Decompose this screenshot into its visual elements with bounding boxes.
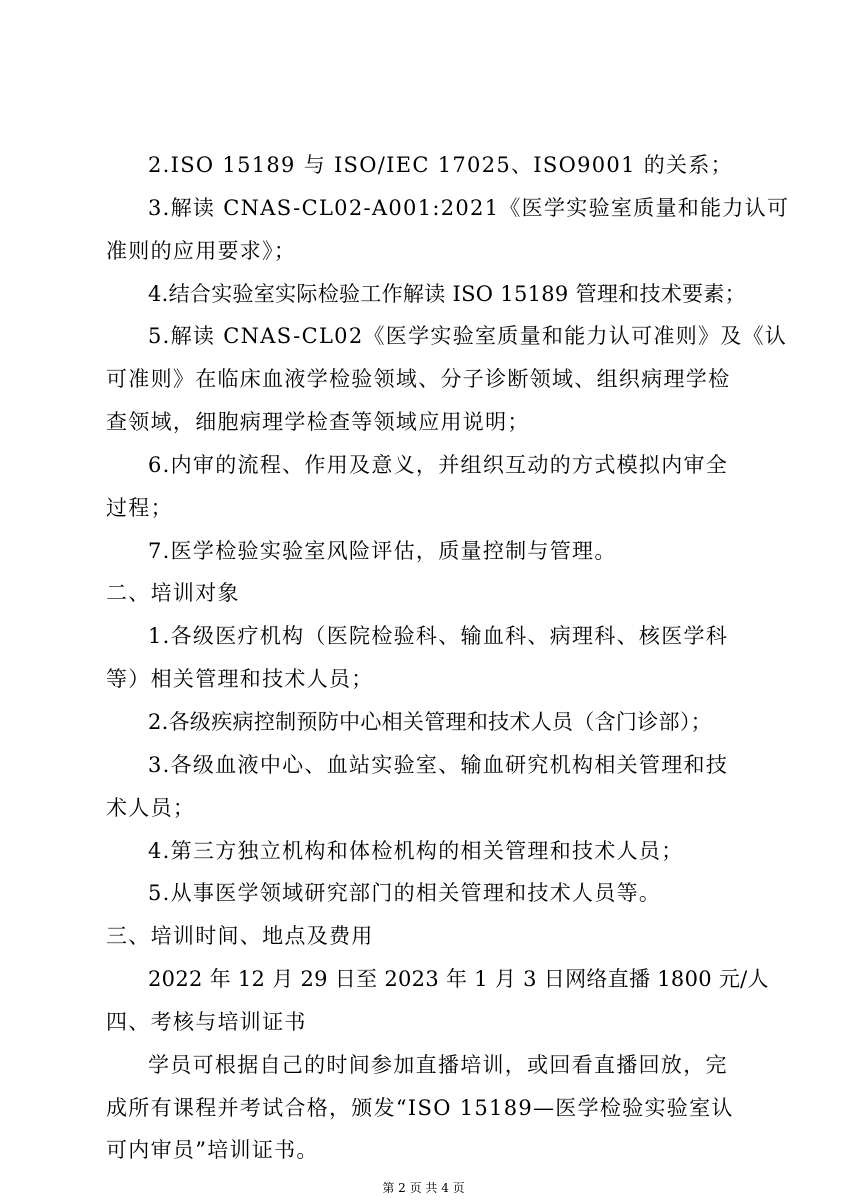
text-line-target-2: 2.各级疾病控制预防中心相关管理和技术人员（含门诊部）； xyxy=(148,710,712,734)
text-line-item-6: 6.内审的流程、作用及意义，并组织互动的方式模拟内审全 xyxy=(148,453,729,477)
text-line-item-5-cont2: 查领域，细胞病理学检查等领域应用说明； xyxy=(106,410,530,434)
page-footer: 第 2 页 共 4 页 xyxy=(382,1181,465,1195)
text-line-item-3: 3.解读 CNAS-CL02-A001:2021《医学实验室质量和能力认可 xyxy=(148,196,790,220)
section-heading-2: 二、培训对象 xyxy=(106,581,240,605)
text-line-target-3-cont: 术人员； xyxy=(106,796,196,820)
text-line-item-6-cont: 过程； xyxy=(106,496,173,520)
text-line-target-1-cont: 等）相关管理和技术人员； xyxy=(106,667,374,691)
text-line-cert-2: 成所有课程并考试合格，颁发“ISO 15189—医学检验实验室认 xyxy=(106,1096,734,1120)
text-line-item-4: 4.结合实验室实际检验工作解读 ISO 15189 管理和技术要素； xyxy=(148,282,746,306)
section-heading-4: 四、考核与培训证书 xyxy=(106,1010,307,1034)
text-line-target-3: 3.各级血液中心、血站实验室、输血研究机构相关管理和技 xyxy=(148,753,729,777)
text-line-item-7: 7.医学检验实验室风险评估，质量控制与管理。 xyxy=(148,539,617,563)
text-line-target-5: 5.从事医学领域研究部门的相关管理和技术人员等。 xyxy=(148,881,662,905)
text-line-target-4: 4.第三方独立机构和体检机构的相关管理和技术人员； xyxy=(148,839,684,863)
text-line-item-5: 5.解读 CNAS-CL02《医学实验室质量和能力认可准则》及《认 xyxy=(148,324,788,348)
text-line-item-2: 2.ISO 15189 与 ISO/IEC 17025、ISO9001 的关系； xyxy=(148,153,733,177)
text-line-item-5-cont1: 可准则》在临床血液学检验领域、分子诊断领域、组织病理学检 xyxy=(106,367,731,391)
text-line-cert-1: 学员可根据自己的时间参加直播培训，或回看直播回放，完 xyxy=(148,1053,728,1077)
text-line-target-1: 1.各级医疗机构（医院检验科、输血科、病理科、核医学科 xyxy=(148,624,729,648)
text-line-item-3-cont: 准则的应用要求》； xyxy=(106,239,297,263)
text-line-schedule: 2022 年 12 月 29 日至 2023 年 1 月 3 日网络直播 1800 元/人 xyxy=(148,967,769,991)
text-line-cert-3: 可内审员”培训证书。 xyxy=(106,1138,319,1162)
section-heading-3: 三、培训时间、地点及费用 xyxy=(106,924,374,948)
